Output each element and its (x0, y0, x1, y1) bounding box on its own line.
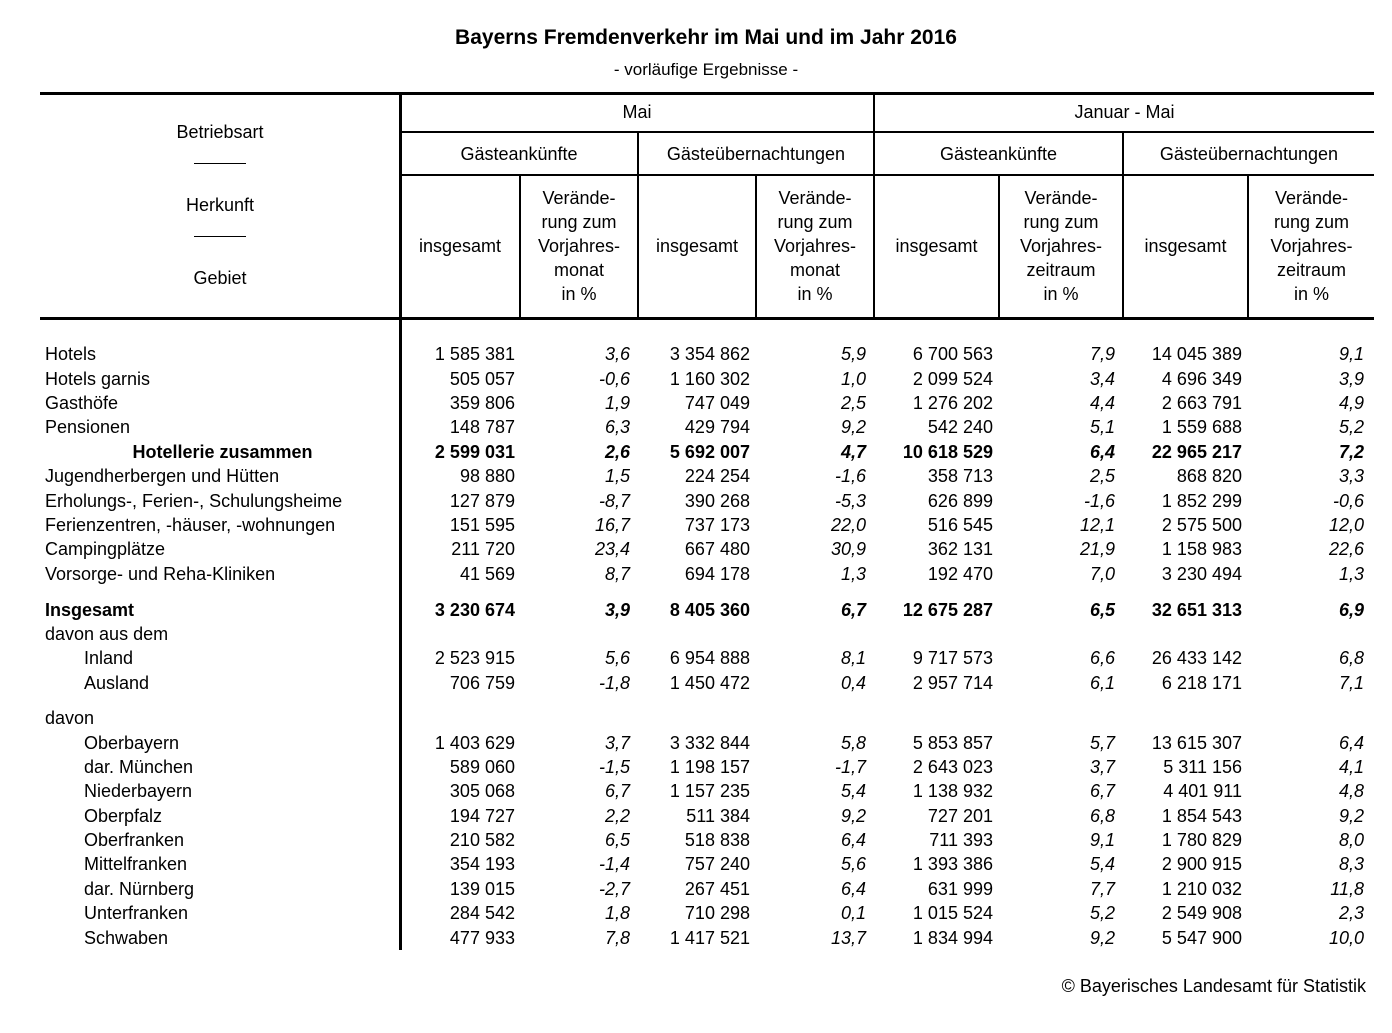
change-cell: 1,3 (840, 564, 866, 584)
table-row (0, 598, 1392, 622)
row-label: Jugendherbergen und Hütten (45, 466, 280, 486)
stub-herkunft: Herkunft (185, 195, 255, 215)
change-cell: 8,0 (1338, 830, 1364, 850)
value-cell: 1 559 688 (1161, 417, 1242, 437)
value-cell: 210 582 (449, 830, 515, 850)
value-cell: 6 218 171 (1161, 673, 1242, 693)
header-arrivals-may: Gästeankünfte (460, 144, 578, 164)
row-label: Inland (84, 648, 134, 668)
value-cell: 148 787 (449, 417, 515, 437)
change-cell: 0,1 (840, 903, 866, 923)
value-cell: 706 759 (449, 673, 515, 693)
change-cell: 7,7 (1089, 879, 1115, 899)
change-cell: 9,2 (840, 417, 866, 437)
change-cell: 1,5 (604, 466, 630, 486)
value-cell: 2 599 031 (434, 442, 515, 462)
value-cell: 631 999 (927, 879, 993, 899)
period-rule (401, 131, 1374, 133)
change-cell: 11,8 (1330, 879, 1364, 899)
change-cell: 4,7 (840, 442, 866, 462)
stub-betriebsart: Betriebsart (176, 122, 264, 142)
value-cell: 10 618 529 (902, 442, 993, 462)
value-cell: 267 451 (684, 879, 750, 899)
value-cell: 5 692 007 (669, 442, 750, 462)
value-cell: 477 933 (449, 928, 515, 948)
change-cell: 6,4 (840, 830, 866, 850)
change-cell: 3,7 (604, 733, 630, 753)
table-row (0, 877, 1392, 901)
value-cell: 2 575 500 (1161, 515, 1242, 535)
page-subtitle: - vorläufige Ergebnisse - (613, 60, 799, 79)
value-cell: 2 663 791 (1161, 393, 1242, 413)
change-cell: 9,1 (1338, 344, 1364, 364)
change-cell: 5,2 (1089, 903, 1115, 923)
value-cell: 757 240 (684, 854, 750, 874)
row-label: Mittelfranken (84, 854, 188, 874)
change-cell: 8,1 (840, 648, 866, 668)
table-row (0, 513, 1392, 537)
header-change: Verände- rung zum Vorjahres- monat in % (773, 188, 857, 304)
value-cell: 354 193 (449, 854, 515, 874)
value-cell: 1 403 629 (434, 733, 515, 753)
stub-gebiet: Gebiet (193, 268, 247, 288)
change-cell: 13,7 (830, 928, 866, 948)
value-cell: 22 965 217 (1151, 442, 1242, 462)
change-cell: 5,4 (1089, 854, 1115, 874)
value-cell: 1 417 521 (669, 928, 750, 948)
value-cell: 3 230 494 (1161, 564, 1242, 584)
value-cell: 6 700 563 (912, 344, 993, 364)
row-label: Campingplätze (45, 539, 166, 559)
change-cell: 3,9 (604, 600, 630, 620)
value-cell: 516 545 (927, 515, 993, 535)
change-cell: 2,2 (604, 806, 630, 826)
change-cell: 6,9 (1338, 600, 1364, 620)
table-row (0, 646, 1392, 670)
change-cell: 30,9 (830, 539, 866, 559)
value-cell: 390 268 (684, 491, 750, 511)
table-row (0, 391, 1392, 415)
change-cell: 3,7 (1089, 757, 1115, 777)
row-label: Erholungs-, Ferien-, Schulungsheime (45, 491, 343, 511)
table-row (0, 779, 1392, 803)
value-cell: 518 838 (684, 830, 750, 850)
change-cell: 4,4 (1089, 393, 1115, 413)
table-top-rule (40, 92, 1374, 95)
value-cell: 1 780 829 (1161, 830, 1242, 850)
value-cell: 2 900 915 (1161, 854, 1242, 874)
change-cell: 6,4 (1338, 733, 1364, 753)
value-cell: 224 254 (684, 466, 750, 486)
value-cell: 626 899 (927, 491, 993, 511)
value-cell: 3 230 674 (434, 600, 515, 620)
change-cell: 2,3 (1338, 903, 1364, 923)
value-cell: 98 880 (459, 466, 515, 486)
stub-separator (40, 223, 400, 247)
header-change: Verände- rung zum Vorjahres- zeitraum in % (1270, 188, 1353, 304)
table-row (0, 342, 1392, 366)
value-cell: 284 542 (449, 903, 515, 923)
value-cell: 2 549 908 (1161, 903, 1242, 923)
change-cell: 6,7 (604, 781, 630, 801)
row-label: Schwaben (84, 928, 169, 948)
value-cell: 151 595 (449, 515, 515, 535)
row-label: Niederbayern (84, 781, 193, 801)
value-cell: 2 523 915 (434, 648, 515, 668)
value-cell: 4 696 349 (1161, 369, 1242, 389)
row-label: davon aus dem (45, 624, 169, 644)
row-label: Oberpfalz (84, 806, 163, 826)
table-row (0, 901, 1392, 925)
value-cell: 2 957 714 (912, 673, 993, 693)
table-row (0, 464, 1392, 488)
value-cell: 511 384 (686, 806, 750, 826)
value-cell: 1 160 302 (669, 369, 750, 389)
change-cell: 3,3 (1338, 466, 1364, 486)
change-cell: -1,7 (834, 757, 866, 777)
value-cell: 429 794 (684, 417, 750, 437)
row-label: Ausland (84, 673, 150, 693)
header-total: insgesamt (1144, 236, 1227, 256)
value-cell: 13 615 307 (1151, 733, 1242, 753)
row-label: Pensionen (45, 417, 131, 437)
change-cell: 7,2 (1338, 442, 1364, 462)
row-label: Insgesamt (45, 600, 135, 620)
table-row (0, 926, 1392, 950)
table-row (0, 731, 1392, 755)
value-cell: 1 854 543 (1161, 806, 1242, 826)
change-cell: 6,4 (840, 879, 866, 899)
value-cell: 1 198 157 (669, 757, 750, 777)
value-cell: 9 717 573 (912, 648, 993, 668)
value-cell: 1 015 524 (912, 903, 993, 923)
value-cell: 359 806 (449, 393, 515, 413)
row-label: Gasthöfe (45, 393, 119, 413)
value-cell: 1 210 032 (1161, 879, 1242, 899)
change-cell: -1,6 (834, 466, 866, 486)
value-cell: 14 045 389 (1151, 344, 1242, 364)
change-cell: 5,7 (1089, 733, 1115, 753)
header-overnights-jan: Gästeübernachtungen (1159, 144, 1339, 164)
change-cell: 1,0 (840, 369, 866, 389)
change-cell: -0,6 (598, 369, 630, 389)
row-label: dar. Nürnberg (84, 879, 195, 899)
value-cell: 1 158 983 (1161, 539, 1242, 559)
change-cell: 7,0 (1089, 564, 1115, 584)
change-cell: 1,3 (1338, 564, 1364, 584)
stub-separator (40, 150, 400, 174)
value-cell: 737 173 (684, 515, 750, 535)
value-cell: 2 099 524 (912, 369, 993, 389)
change-cell: 6,6 (1089, 648, 1115, 668)
value-cell: 305 068 (449, 781, 515, 801)
change-cell: 3,6 (604, 344, 630, 364)
table-row (0, 804, 1392, 828)
change-cell: 6,8 (1338, 648, 1364, 668)
change-cell: 5,6 (604, 648, 630, 668)
group-rule (401, 174, 1374, 176)
change-cell: 5,8 (840, 733, 866, 753)
value-cell: 3 332 844 (669, 733, 750, 753)
row-label: Hotels garnis (45, 369, 151, 389)
value-cell: 41 569 (459, 564, 515, 584)
change-cell: 12,0 (1328, 515, 1364, 535)
copyright-footer: © Bayerisches Landesamt für Statistik (1061, 976, 1366, 996)
header-arrivals-jan: Gästeankünfte (939, 144, 1058, 164)
header-overnights-may: Gästeübernachtungen (666, 144, 846, 164)
change-cell: 9,2 (1338, 806, 1364, 826)
table-row (0, 671, 1392, 695)
value-cell: 5 547 900 (1161, 928, 1242, 948)
period-divider (873, 92, 875, 320)
change-cell: 21,9 (1079, 539, 1115, 559)
change-cell: 1,9 (604, 393, 630, 413)
header-total: insgesamt (895, 236, 978, 256)
value-cell: 747 049 (684, 393, 750, 413)
change-cell: 1,8 (604, 903, 630, 923)
change-cell: -1,4 (598, 854, 630, 874)
value-cell: 667 480 (684, 539, 750, 559)
value-cell: 6 954 888 (669, 648, 750, 668)
change-cell: 0,4 (840, 673, 866, 693)
value-cell: 727 201 (927, 806, 993, 826)
row-label: Ferienzentren, -häuser, -wohnungen (45, 515, 336, 535)
row-label: davon (45, 708, 95, 728)
value-cell: 1 276 202 (912, 393, 993, 413)
change-cell: -8,7 (598, 491, 630, 511)
change-cell: 6,5 (1089, 600, 1115, 620)
row-label: Unterfranken (84, 903, 189, 923)
change-cell: 22,0 (830, 515, 866, 535)
change-cell: 5,2 (1338, 417, 1364, 437)
change-cell: 2,5 (840, 393, 866, 413)
value-cell: 5 311 156 (1163, 757, 1242, 777)
header-mai: Mai (622, 102, 652, 122)
header-total: insgesamt (418, 236, 502, 256)
value-cell: 2 643 023 (912, 757, 993, 777)
value-cell: 1 450 472 (669, 673, 750, 693)
table-row (0, 489, 1392, 513)
change-cell: 5,9 (840, 344, 866, 364)
change-cell: 5,6 (840, 854, 866, 874)
value-cell: 26 433 142 (1151, 648, 1242, 668)
change-cell: 9,1 (1089, 830, 1115, 850)
change-cell: 8,3 (1338, 854, 1364, 874)
change-cell: 9,2 (840, 806, 866, 826)
change-cell: -2,7 (598, 879, 630, 899)
value-cell: 3 354 862 (669, 344, 750, 364)
change-cell: 4,9 (1338, 393, 1364, 413)
row-label: Hotellerie zusammen (132, 442, 313, 462)
value-cell: 194 727 (449, 806, 515, 826)
change-cell: 6,8 (1089, 806, 1115, 826)
value-cell: 1 393 386 (912, 854, 993, 874)
change-cell: 6,1 (1089, 673, 1115, 693)
change-cell: 2,6 (604, 442, 630, 462)
change-cell: -5,3 (834, 491, 866, 511)
change-cell: 3,9 (1338, 369, 1364, 389)
change-cell: 6,3 (604, 417, 630, 437)
change-cell: -0,6 (1332, 491, 1364, 511)
change-cell: 6,5 (604, 830, 630, 850)
change-cell: -1,6 (1083, 491, 1115, 511)
change-cell: 7,1 (1338, 673, 1364, 693)
value-cell: 362 131 (927, 539, 993, 559)
value-cell: 1 585 381 (434, 344, 515, 364)
value-cell: 711 393 (929, 830, 993, 850)
value-cell: 589 060 (449, 757, 515, 777)
row-label: Vorsorge- und Reha-Kliniken (45, 564, 276, 584)
header-januar-mai: Januar - Mai (1074, 102, 1175, 122)
change-cell: 2,5 (1089, 466, 1115, 486)
value-cell: 1 834 994 (912, 928, 993, 948)
change-cell: 23,4 (594, 539, 630, 559)
page-title: Bayerns Fremdenverkehr im Mai und im Jahr 2016 (455, 26, 957, 49)
header-bottom-rule (40, 317, 1374, 320)
change-cell: -1,8 (598, 673, 630, 693)
change-cell: 8,7 (604, 564, 630, 584)
row-label: Hotels (45, 344, 97, 364)
change-cell: 6,7 (1089, 781, 1115, 801)
change-cell: 3,4 (1089, 369, 1115, 389)
change-cell: 4,1 (1338, 757, 1364, 777)
table-row (0, 755, 1392, 779)
row-label: Oberbayern (84, 733, 180, 753)
table-row (0, 852, 1392, 876)
value-cell: 139 015 (449, 879, 515, 899)
value-cell: 1 852 299 (1161, 491, 1242, 511)
change-cell: 5,1 (1089, 417, 1115, 437)
value-cell: 505 057 (449, 369, 515, 389)
value-cell: 710 298 (684, 903, 750, 923)
change-cell: 7,8 (604, 928, 630, 948)
change-cell: 16,7 (594, 515, 630, 535)
row-label: Oberfranken (84, 830, 185, 850)
value-cell: 694 178 (684, 564, 750, 584)
change-cell: 9,2 (1089, 928, 1115, 948)
change-cell: -1,5 (598, 757, 630, 777)
header-change: Verände- rung zum Vorjahres- monat in % (537, 188, 621, 304)
table-row (0, 415, 1392, 439)
table-row (0, 367, 1392, 391)
change-cell: 5,4 (840, 781, 866, 801)
table-row (0, 537, 1392, 561)
change-cell: 6,7 (840, 600, 866, 620)
value-cell: 358 713 (927, 466, 993, 486)
table-row (0, 828, 1392, 852)
value-cell: 4 401 911 (1163, 781, 1242, 801)
change-cell: 6,4 (1089, 442, 1115, 462)
value-cell: 32 651 313 (1151, 600, 1242, 620)
value-cell: 1 157 235 (669, 781, 750, 801)
change-cell: 7,9 (1089, 344, 1115, 364)
value-cell: 542 240 (927, 417, 993, 437)
change-cell: 12,1 (1079, 515, 1115, 535)
change-cell: 10,0 (1328, 928, 1364, 948)
value-cell: 8 405 360 (669, 600, 750, 620)
value-cell: 1 138 932 (912, 781, 993, 801)
change-cell: 22,6 (1328, 539, 1364, 559)
header-change: Verände- rung zum Vorjahres- zeitraum in % (1019, 188, 1103, 304)
value-cell: 5 853 857 (912, 733, 993, 753)
value-cell: 868 820 (1176, 466, 1242, 486)
table-row (0, 706, 1392, 730)
change-cell: 4,8 (1338, 781, 1364, 801)
row-label: dar. München (84, 757, 194, 777)
table-row (0, 562, 1392, 586)
value-cell: 211 720 (451, 539, 515, 559)
header-total: insgesamt (655, 236, 739, 256)
table-row (0, 622, 1392, 646)
table-row (0, 440, 1392, 464)
value-cell: 12 675 287 (902, 600, 993, 620)
value-cell: 192 470 (927, 564, 993, 584)
value-cell: 127 879 (449, 491, 515, 511)
